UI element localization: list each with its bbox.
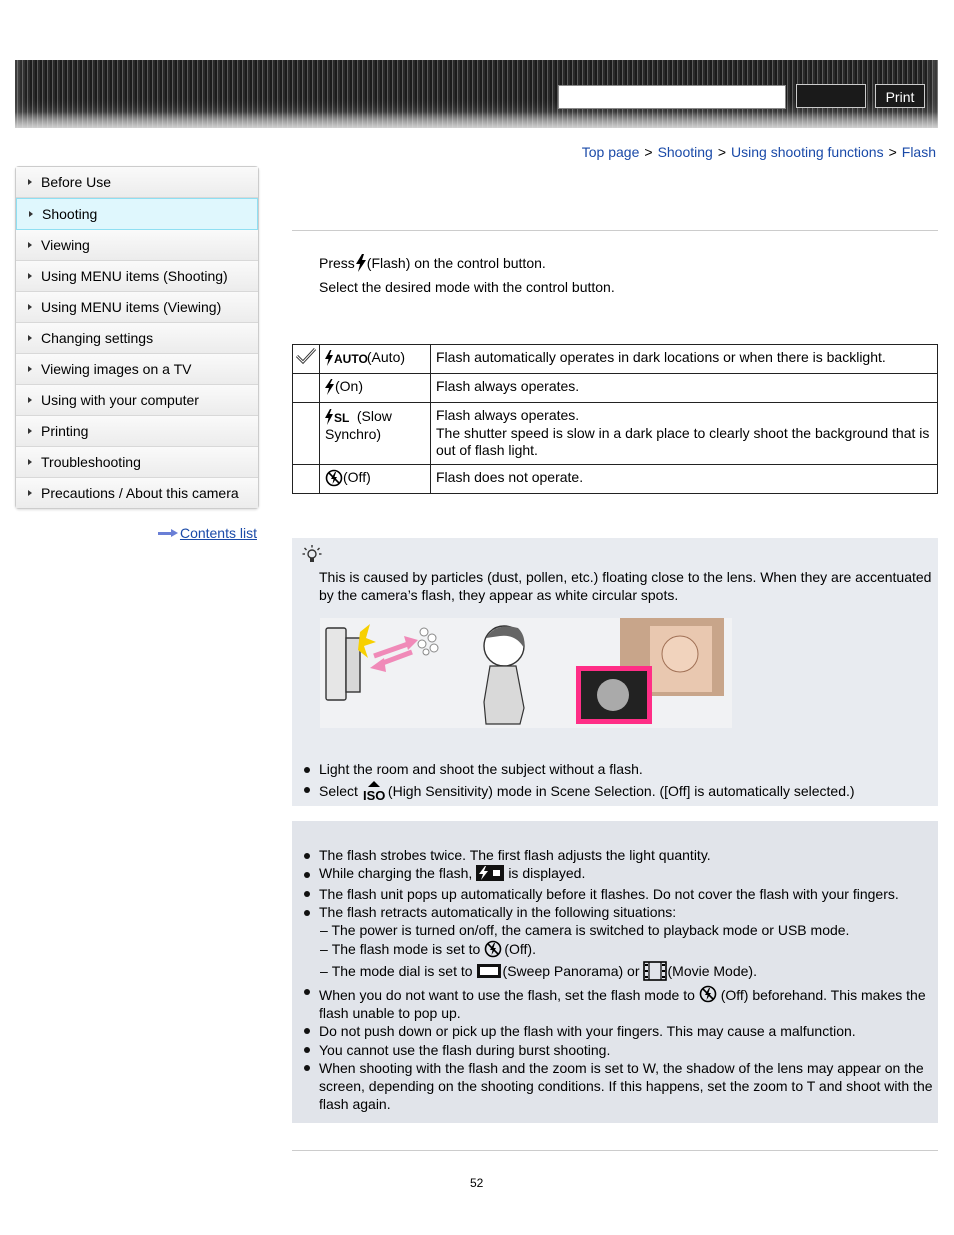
arrow-right-icon xyxy=(28,179,32,185)
note-4-sub-3-before: The mode dial is set to xyxy=(331,963,473,979)
note-4-sub-1-text: The power is turned on/off, the camera is switched to playback mode or USB mode. xyxy=(331,922,850,938)
step-1-text-before: Press xyxy=(319,255,355,271)
bullet-dot xyxy=(304,1047,310,1053)
sidebar-item-label: Printing xyxy=(41,423,89,439)
mode-name: (Slow Synchro) xyxy=(325,408,392,443)
sweep-panorama-icon xyxy=(477,964,501,978)
arrow-right-icon xyxy=(28,304,32,310)
note-4: The flash retracts automatically in the following situations: xyxy=(319,904,677,920)
notes-box xyxy=(292,821,938,1123)
sidebar-item-viewing-on-tv[interactable] xyxy=(16,354,258,385)
bullet-dot xyxy=(304,1065,310,1071)
note-2-after: is displayed. xyxy=(508,865,586,881)
contents-list-link[interactable] xyxy=(158,525,257,541)
note-1: The flash strobes twice. The first flash adjusts the light quantity. xyxy=(319,847,711,863)
bullet-dot xyxy=(304,989,310,995)
flash-off-icon xyxy=(484,940,502,958)
svg-text:SL: SL xyxy=(334,411,350,426)
note-6: Do not push down or pick up the flash with your fingers. This may cause a malfunction. xyxy=(319,1023,856,1039)
arrow-right-icon xyxy=(28,397,32,403)
step-1 xyxy=(319,254,546,272)
high-sensitivity-icon xyxy=(362,781,386,801)
mode-description: Flash does not operate. xyxy=(431,464,938,493)
sidebar-item-shooting[interactable] xyxy=(16,198,258,230)
note-4-sub-2-before: The flash mode is set to xyxy=(331,941,481,957)
step-2 xyxy=(319,279,615,295)
bullet-dot xyxy=(304,787,310,793)
note-5-before: When you do not want to use the flash, set the flash mode to xyxy=(319,987,695,1003)
sidebar-item-label: Viewing images on a TV xyxy=(41,361,192,377)
sidebar-item-menu-shooting[interactable] xyxy=(16,261,258,292)
sidebar-item-label: Troubleshooting xyxy=(41,454,141,470)
flash-charging-icon xyxy=(476,865,504,881)
default-mark-cell xyxy=(293,464,320,493)
sidebar-item-troubleshooting[interactable] xyxy=(16,447,258,478)
bullet-dot xyxy=(304,891,310,897)
flash-auto-icon xyxy=(325,350,368,367)
breadcrumb-shooting[interactable]: Shooting xyxy=(657,144,713,160)
mode-name: (Off) xyxy=(343,468,371,485)
mode-name-cell xyxy=(320,464,431,493)
arrow-right-icon xyxy=(158,529,178,537)
breadcrumb-using-shooting-functions[interactable]: Using shooting functions xyxy=(731,144,884,160)
checkmark-icon xyxy=(295,347,317,365)
title-divider xyxy=(292,230,938,231)
arrow-right-icon xyxy=(28,490,32,496)
flash-off-icon xyxy=(699,985,717,1003)
svg-text:ISO: ISO xyxy=(362,788,386,803)
breadcrumb-flash[interactable]: Flash xyxy=(901,144,936,160)
breadcrumb-top-page[interactable]: Top page xyxy=(581,144,640,160)
breadcrumb xyxy=(582,144,936,160)
sidebar-item-using-with-computer[interactable] xyxy=(16,385,258,416)
note-8: When shooting with the flash and the zoom is set to W, the shadow of the lens may appear on the screen, depending on the shooting conditions. If this happens, set the zoom to T and shoot with the flash again. xyxy=(319,1060,933,1112)
table-row xyxy=(293,345,938,374)
bullet-dot xyxy=(304,910,310,916)
header-bar xyxy=(15,60,938,128)
tip-box xyxy=(292,538,938,806)
mode-description: Flash automatically operates in dark locations or when there is backlight. xyxy=(431,345,938,374)
flash-slow-synchro-icon xyxy=(325,409,353,425)
default-mark-cell xyxy=(293,374,320,403)
note-5-after: (Off) beforehand. This makes the flash unable to pop up. xyxy=(319,987,926,1021)
mode-description: Flash always operates. xyxy=(431,374,938,403)
arrow-right-icon xyxy=(29,211,33,217)
lightbulb-icon xyxy=(302,544,322,566)
dash-mark: – xyxy=(320,963,328,979)
flash-off-icon xyxy=(325,469,343,487)
svg-text:AUTO: AUTO xyxy=(334,352,368,367)
sidebar-item-menu-viewing[interactable] xyxy=(16,292,258,323)
sidebar-item-viewing[interactable] xyxy=(16,230,258,261)
breadcrumb-separator: > xyxy=(888,144,897,160)
sidebar-item-label: Changing settings xyxy=(41,330,154,346)
arrow-right-icon xyxy=(28,242,32,248)
dash-mark: – xyxy=(320,922,328,938)
default-mark-cell xyxy=(293,345,320,374)
note-7: You cannot use the flash during burst shooting. xyxy=(319,1042,611,1058)
contents-list-label: Contents list xyxy=(179,525,257,541)
mode-name: (Auto) xyxy=(366,349,406,365)
flash-modes-table xyxy=(292,344,938,494)
step-2-text: Select the desired mode with the control button. xyxy=(319,279,615,295)
sidebar-item-label: Using MENU items (Shooting) xyxy=(41,268,228,284)
default-mark-cell xyxy=(293,403,320,465)
mode-name-cell xyxy=(320,345,431,374)
flash-on-icon xyxy=(325,379,335,395)
note-4-sub-1 xyxy=(320,921,849,939)
bullet-dot xyxy=(304,767,310,773)
tip-bullet-1: Light the room and shoot the subject without a flash. xyxy=(319,761,643,777)
note-2 xyxy=(319,864,585,882)
mode-name-cell xyxy=(320,374,431,403)
note-4-sub-2 xyxy=(320,940,536,958)
print-button[interactable]: Print xyxy=(875,84,925,108)
sidebar-item-label: Viewing xyxy=(41,237,90,253)
note-4-sub-3 xyxy=(320,962,757,980)
bullet-dot xyxy=(304,872,310,878)
dash-mark: – xyxy=(320,941,328,957)
sidebar-item-label: Precautions / About this camera xyxy=(41,485,239,501)
sidebar-item-printing[interactable] xyxy=(16,416,258,447)
sidebar-item-label: Before Use xyxy=(41,174,112,190)
tip-bullet-2-before: Select xyxy=(319,783,358,799)
arrow-right-icon xyxy=(28,273,32,279)
bullet-dot xyxy=(304,1028,310,1034)
mode-name: (On) xyxy=(335,378,363,394)
arrow-right-icon xyxy=(28,459,32,465)
arrow-right-icon xyxy=(28,428,32,434)
step-1-text-after: (Flash) on the control button. xyxy=(366,255,546,271)
note-4-sub-2-after: (Off). xyxy=(504,941,536,957)
dust-spots-illustration xyxy=(320,618,732,728)
sidebar-item-before-use[interactable] xyxy=(16,167,258,198)
note-3: The flash unit pops up automatically before it flashes. Do not cover the flash with your fingers. xyxy=(319,886,899,902)
breadcrumb-separator: > xyxy=(644,144,653,160)
tip-bullet-2 xyxy=(319,781,855,801)
note-4-sub-3-mid: (Sweep Panorama) or xyxy=(502,963,640,979)
table-row xyxy=(293,403,938,465)
sidebar-nav xyxy=(15,166,259,509)
movie-mode-icon xyxy=(644,962,666,980)
table-row xyxy=(293,374,938,403)
arrow-right-icon xyxy=(28,366,32,372)
sidebar-item-label: Using with your computer xyxy=(41,392,199,408)
tip-text: This is caused by particles (dust, pollen, etc.) floating close to the lens. When they are accentuated by the camera’s flash, they appear as white circular spots. xyxy=(319,569,932,603)
footer-divider xyxy=(292,1150,938,1151)
flash-icon xyxy=(355,254,367,272)
breadcrumb-separator: > xyxy=(717,144,727,160)
note-2-before: While charging the flash, xyxy=(319,865,473,881)
bullet-dot xyxy=(304,853,310,859)
sidebar-item-precautions[interactable] xyxy=(16,478,258,508)
note-5 xyxy=(319,985,933,1022)
search-button[interactable] xyxy=(796,84,866,108)
mode-name-cell xyxy=(320,403,431,465)
note-4-sub-3-after: (Movie Mode). xyxy=(667,963,757,979)
tip-bullet-2-after: (High Sensitivity) mode in Scene Selection. ([Off] is automatically selected.) xyxy=(387,783,855,799)
mode-description: Flash always operates. The shutter speed is slow in a dark place to clearly shoot the background that is out of flash light. xyxy=(431,403,938,465)
table-row xyxy=(293,464,938,493)
search-input[interactable] xyxy=(558,85,786,109)
arrow-right-icon xyxy=(28,335,32,341)
sidebar-item-changing-settings[interactable] xyxy=(16,323,258,354)
page-number: 52 xyxy=(470,1176,484,1190)
sidebar-item-label: Shooting xyxy=(42,206,98,222)
sidebar-item-label: Using MENU items (Viewing) xyxy=(41,299,222,315)
